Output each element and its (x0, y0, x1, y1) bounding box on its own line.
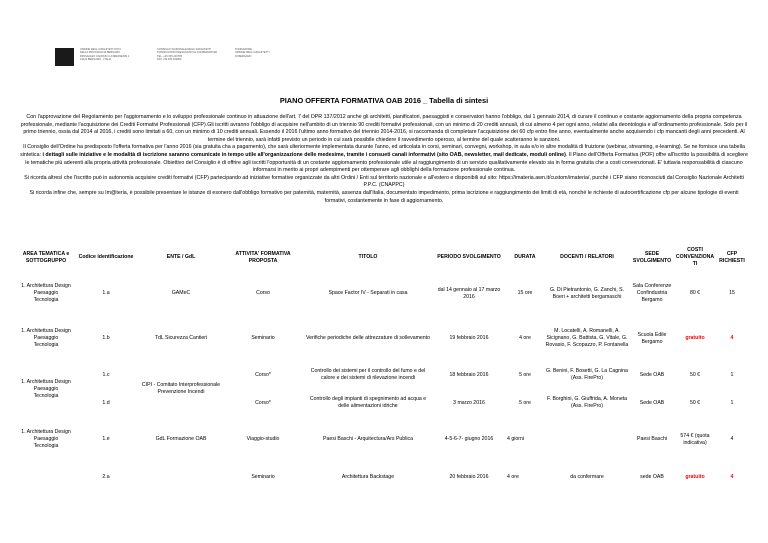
cell-durata: 15 ore (517, 290, 533, 296)
intro-paragraph: Con l'approvazione del Regolamento per l'aggiornamento e lo sviluppo professionale continuo in attuazione dell'art. 7 del DPR 137/2012 anche gli architetti, pianificatori, paesaggisti e conservatori hanno l'obbligo, dal 1 gennaio 2014, di curare il continuo e costante aggiornamento della propria competenza professionale, mediante l'acquisizione dei Crediti Formativi Professionali (CFP).Gli iscritti avranno l'obbligo di acquisire nell'ambito di un triennio 90 crediti formativi professionali, con un minimo di 20 crediti annuali, di cui almeno 4 per ogni anno, relativi alla deontologia e all'ordinamento professionale. Solo per il primo triennio, ossia dal 2014 al 2016, i crediti sono limitati a 60, con un minimo di 10 crediti annuali. Essendo il 2016 l'ultimo anno formativo del triennio 2014-2016, si raccomanda di completare l'acquisizione dei 60 cfp entro fine anno, eventualmente anche acquisendo i cfp mancanti degli anni precedenti. Al termine del triennio, sarà infatti previsto un periodo in cui sarà possibile chiedere il ravvedimento operoso, al termine del quale scatteranno le sanzioni. (20, 114, 748, 143)
cell-code: 1.e (102, 436, 110, 442)
col-header: Codice identificazione (78, 254, 134, 260)
cell-area: 1. Architettura Design Paesaggio Tecnologia (21, 378, 71, 399)
intro-span: Il Consiglio dell'Ordine ha predisposto l'offerta formativa per l'anno 2016 (sia gratuita cha a pagamento), che sarà ulteriormente implementata durante l'anno, ed articolata in corsi, seminari, convegni, workshop, in aula e/o in altre modalità di fruizione (webinar, streaming, e-learning). Se ne fornisce una tabella sintetica: (20, 144, 745, 158)
cell-code: 1.d (102, 399, 110, 406)
cell-ente: CIPI - Comitato Interprofessionale Prevenzione Incendi (141, 382, 221, 395)
cell-periodo: 19 febbraio 2016 (449, 335, 489, 341)
cell-attivita: Seminario (251, 473, 275, 480)
cell-docenti: da confermare (570, 473, 604, 480)
cell-periodo: 20 febbraio 2016 (449, 473, 489, 480)
cell-costi: gratuito (685, 335, 705, 341)
cell-sede: Sala Conferenze Confindustria Bergamo (632, 283, 672, 303)
cell-docenti: M. Locatelli, A. Romanelli, A. Sicignano, G. Battista, G. Vitale, G. Rovasio, F. Scopazzo, P. Fontanella (545, 328, 629, 348)
header-line: ORDINE DEGLI ARCHITETTI (235, 51, 270, 55)
cell-sede: Paesi Baschi (637, 436, 667, 442)
intro-span: . Il Piano dell'Offerta Formativa (POF) offre all'iscritto la possibilità di scegliere le tematiche più aderenti alla propria attività professionale. Obiettivo del Consiglio è di offrire agli iscritti l'opportunità di un costante aggiornamento professionale utile al raggiungimento di un servizio qualitativamente elevato sia in forma gratuita che a costi convenzionati. E' tuttavia responsabilità di ciascuno informarsi in merito ai propri adempimenti per ottemperare agli obblighi della formazione professionale continua. (25, 151, 748, 174)
cell-periodo: 4-5-6-7- giugno 2016 (444, 436, 494, 442)
cell-area: 1. Architettura Design Paesaggio Tecnologia (21, 429, 71, 449)
header-line: CONSIGLIO NAZIONALE DEGLI ARCHITETTI (157, 48, 212, 51)
logo (55, 48, 74, 66)
cell-costi: 50 € (689, 399, 701, 406)
header-col-2 (157, 48, 217, 62)
cell-titolo: Controllo dei sistemi per il controllo del fumo e del calore e dei sistemi di rilevazione incendi (310, 368, 426, 381)
intro-paragraph: Si ricorda altresì che l'iscritto può in autonomia acquisire crediti formativi (CFP) partecipando ad iniziative formative organizzate da altri Ordini / Enti sul territorio nazionale e all'estero e disponibili sul sito: https://imateria.awn.it/custom/imateria/, purchè i CFP siano riconosciuti dal Consiglio Nazionale Architetti P.P.C. (CNAPPC) (24, 174, 744, 189)
header-line: DI BERGAMO (235, 54, 252, 58)
cell-docenti: F. Borghini, G. Giuffrida, A. Moneta (Ass. FirePro) (546, 396, 628, 409)
cell-area: 1. Architettura Design Paesaggio Tecnologia (21, 328, 71, 348)
table-header-row (20, 244, 748, 271)
cell-titolo: Space Factor IV - Separati in casa (328, 290, 408, 296)
table-row (20, 271, 748, 316)
cell-sede: Sede OAB (639, 371, 665, 378)
cell-durata: 5 ore (519, 399, 531, 406)
header-line: PASSAGGIO CANONICI LATERANENSI 1 (80, 54, 130, 58)
cell-costi: 80 € (689, 290, 701, 296)
cell-attivita: Corso (256, 290, 270, 296)
header-line: FAX +39 035 219900 (157, 58, 182, 62)
col-header: PERIODO SVOLGIMENTO (437, 254, 501, 260)
col-header: SEDE SVOLGIMENTO (632, 250, 672, 264)
cell-periodo: 18 febbraio 2016 (449, 371, 489, 378)
cell-ente: TdL Sicurezza Cantieri (154, 335, 208, 341)
cell-code: 2.a (102, 473, 110, 480)
cell-titolo: Controllo degli impianti di spegnimento ad acqua e delle alimentazioni idriche (309, 396, 427, 409)
col-header: ATTIVITA' FORMATIVA PROPOSTA (235, 250, 291, 264)
col-header: ENTE / GdL (166, 254, 196, 260)
cell-cfp: 1 (730, 399, 734, 406)
cell-docenti: G. Benini, F. Bosetti, G. La Cagnina (Ass. FirePro) (546, 368, 628, 381)
table-row (20, 462, 748, 492)
cell-costi: gratuito (685, 473, 705, 480)
cell-docenti (544, 417, 630, 462)
header-line: FONDAZIONE (235, 48, 253, 51)
page-title: PIANO OFFERTA FORMATIVA OAB 2016 _ Tabella di sintesi (279, 96, 489, 105)
cell-periodo: 3 marzo 2016 (453, 399, 485, 406)
cell-costi: 574 € (quota indicativa) (680, 432, 710, 446)
intro-text (20, 114, 748, 205)
cell-cfp: 1 (730, 371, 734, 378)
cell-titolo: Verifiche periodiche delle attrezzature di sollevamento (306, 335, 430, 341)
cell-area (20, 462, 72, 492)
header-line: DELLA PROVINCIA DI BERGAMO (80, 51, 121, 55)
cell-attivita: Corso* (255, 371, 271, 378)
header-line: 24121 BERGAMO - ITALIA (80, 58, 112, 62)
cell-ente: GdL Formazione OAB (155, 436, 207, 442)
cell-cfp: 15 (729, 290, 735, 296)
cell-sede: Scuola Edile Bergamo (637, 331, 667, 345)
table-row (20, 417, 748, 462)
cell-cfp: 4 (730, 473, 734, 480)
cell-attivita: Viaggio-studio (246, 436, 280, 442)
cell-durata: 4 ore (507, 473, 519, 480)
intro-bold: i dettagli sulle iniziative e le modalità di iscrizione saranno comunicate in tempo utile all'organizzazione delle medesime, tramite i consueti canali informativi (sito OAB, newsletter, mail dedicate, moduli online) (42, 151, 566, 158)
cell-cfp: 4 (730, 436, 734, 442)
col-header: DOCENTI / RELATORI (560, 254, 614, 260)
table-row (20, 389, 748, 417)
col-header: DURATA (514, 254, 536, 260)
cell-area: 1. Architettura Design Paesaggio Tecnologia (21, 283, 71, 303)
cell-attivita: Seminario (251, 335, 275, 341)
col-header: COSTI CONVENZIONATI (675, 247, 715, 267)
cell-docenti: G. Di Pietrantonio, G. Zanchi, S. Boeri + architetti bergamaschi (549, 286, 625, 300)
cell-ente: GAMeC (171, 290, 191, 296)
summary-table (20, 244, 748, 492)
cell-titolo: Paesi Baschi - Arquitectura/Ars Publica (323, 436, 413, 442)
col-header: TITOLO (358, 254, 378, 260)
cell-code: 1.c (102, 371, 110, 378)
table-row (20, 361, 748, 389)
cell-code: 1.b (102, 335, 110, 341)
cell-durata: 5 ore (519, 371, 531, 378)
cell-ente (140, 462, 222, 492)
header-line: TEL. +39 035 219705 (157, 54, 183, 58)
col-header: CFP RICHIESTI (719, 250, 745, 264)
cell-durata: 4 giorni (507, 436, 525, 442)
intro-paragraph: Si ricorda infine che, sempre su Im@teria, è possibile presentare le istanze di esonero dall'obbligo formativo per paternità, maternità, assenza dall'Italia, documentato impedimento, prima iscrizione e raggiungimento dei limiti di età, nonché le richieste di autocertificazione cfp per alcune tipologie di eventi formativi, costantemente in fase di aggiornamento. (29, 189, 739, 204)
cell-costi: 50 € (689, 371, 701, 378)
col-header: AREA TEMATICA e SOTTOGRUPPO (22, 250, 70, 264)
cell-cfp: 4 (730, 335, 734, 341)
table-row (20, 316, 748, 361)
cell-sede: Sede OAB (639, 399, 665, 406)
cell-periodo: dal 14 gennaio al 17 marzo 2016 (437, 286, 501, 300)
cell-titolo: Architettura Backstage (341, 473, 395, 480)
header-col-1 (80, 48, 129, 62)
cell-attivita: Corso* (255, 399, 271, 406)
header-line: PIANIFICATORI PAESAGGISTI E CONSERVATORI (157, 51, 218, 55)
cell-sede: sede OAB (640, 473, 664, 480)
cell-durata: 4 ore (519, 335, 531, 341)
cell-code: 1.a (102, 290, 110, 296)
intro-paragraph (20, 144, 748, 174)
header-col-3 (235, 48, 269, 58)
header-line: ORDINE DEGLI ARCHITETTI P.P.C. (80, 48, 122, 51)
